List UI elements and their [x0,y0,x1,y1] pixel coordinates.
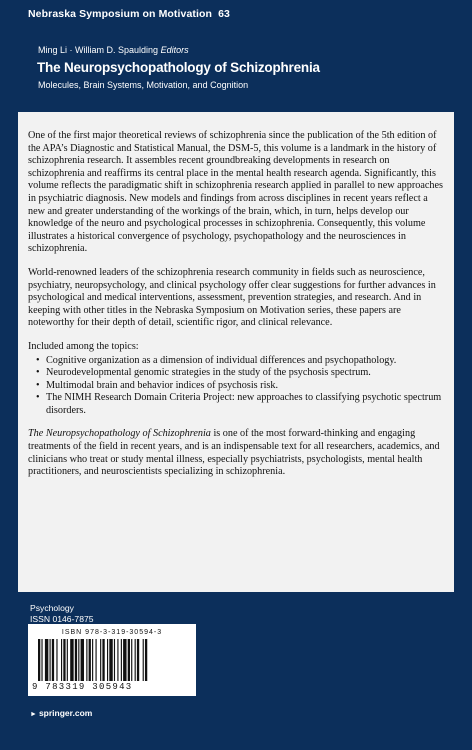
book-subtitle: Molecules, Brain Systems, Motivation, and Cognition [38,80,249,90]
publisher-url: springer.com [38,708,93,718]
barcode-bar [78,639,79,681]
barcode-bar [100,639,101,681]
barcode-bar [109,639,112,681]
barcode-bar [131,639,132,681]
barcode-bar [123,639,126,681]
subject-category: Psychology [30,603,74,613]
series-name: Nebraska Symposium on Motivation [28,8,213,20]
barcode-bar [102,639,104,681]
barcode-bar [96,639,97,681]
barcode-bar [41,639,42,681]
topics-list [28,355,444,418]
issn: ISSN 0146-7875 [30,614,94,624]
barcode-bar [81,639,84,681]
barcode-bar [92,639,93,681]
paragraph-4-text: is one of the most forward-thinking and engaging treatments of the field in recent years, and is an indispensable text for all researchers, academics, and clinicians who treat or study mental illness, especially psychiatrists, psychologists, mental health practitioners, and neuroscientists specializing in schizophrenia. [28,428,440,478]
barcode-bar [50,639,51,681]
isbn-label: ISBN 978-3-319-30594-3 [61,629,163,636]
cover-header [0,0,472,112]
barcode-bar [63,639,65,681]
barcode-bars [38,639,188,681]
barcode-bar [56,639,57,681]
barcode-bar [121,639,122,681]
description-paragraph-1: One of the first major theoretical reviews of schizophrenia since the publication of the 5th edition of the APA’s Diagnostic and Statistical Manual, the DSM-5, this volume is a landmark in the history of schizophrenia research. It assembles recent groundbreaking developments in research on schizophrenia and reaffirms its central place in the mental health research agenda. Significantly, this volume reflects the paradigmatic shift in schizophrenia research applied in parallel to new approaches in psychiatric diagnosis. New models and findings from across disciplines in recent years reflect a new and greater understanding of the workings of the brain, which, in turn, helps develop our knowledge of the neuro and psychological processes in schizophrenia. Consequently, this volume illustrates a historical convergence of psychology, psychopathology and the neurosciences in schizophrenia. [28,130,443,255]
topics-intro: Included among the topics: [28,340,139,352]
barcode-bar [143,639,144,681]
topic-item: • Cognitive organization as a dimension of individual differences and psychopathology. [38,355,444,368]
arrow-icon: ► [30,711,37,718]
isbn-digits: 9 783319 305943 [32,682,133,692]
topic-item: • The NIMH Research Domain Criteria Project: new approaches to classifying psychotic spectrum disorders. [38,392,444,417]
barcode-bar [89,639,91,681]
barcode-bar [67,639,68,681]
barcode-bar [45,639,48,681]
description-paragraph-4 [28,428,444,478]
barcode-bar [38,639,40,681]
publisher-link[interactable] [30,708,92,718]
barcode-bar [135,639,136,681]
barcode-bar [75,639,77,681]
book-title: The Neuropsychopathology of Schizophrenia [37,60,320,75]
description-paragraph-2: World-renowned leaders of the schizophrenia research community in fields such as neuroscience, psychiatry, neuropsychology, and clinical psychology offer clear suggestions for further advances in psychological and medical interventions, assessment, prevention strategies, and research. And in keeping with other titles in the Nebraska Symposium on Motivation series, these papers are noteworthy for their depth of detail, scientific rigor, and clinical relevance. [28,266,436,329]
series-volume: 63 [218,8,230,20]
barcode-bar [70,639,73,681]
barcode-bar [52,639,54,681]
italic-book-title: The Neuropsychopathology of Schizophrenia [28,428,211,440]
editors-role: Editors [160,45,189,55]
series-title [28,8,230,20]
barcode-bar [114,639,115,681]
book-description [28,130,444,490]
editor-names: Ming Li · William D. Spaulding [38,45,159,55]
barcode-bar [107,639,108,681]
editors-line [38,45,189,55]
barcode-bar [137,639,139,681]
barcode-bar [128,639,130,681]
cover-footer [30,603,94,625]
barcode-bar [117,639,118,681]
topic-item: • Neurodevelopmental genomic strategies in the study of the psychosis spectrum. [38,367,444,380]
topic-item: • Multimodal brain and behavior indices of psychosis risk. [38,380,444,393]
barcode-bar [86,639,87,681]
barcode [28,624,196,696]
barcode-bar [145,639,147,681]
barcode-bar [61,639,62,681]
